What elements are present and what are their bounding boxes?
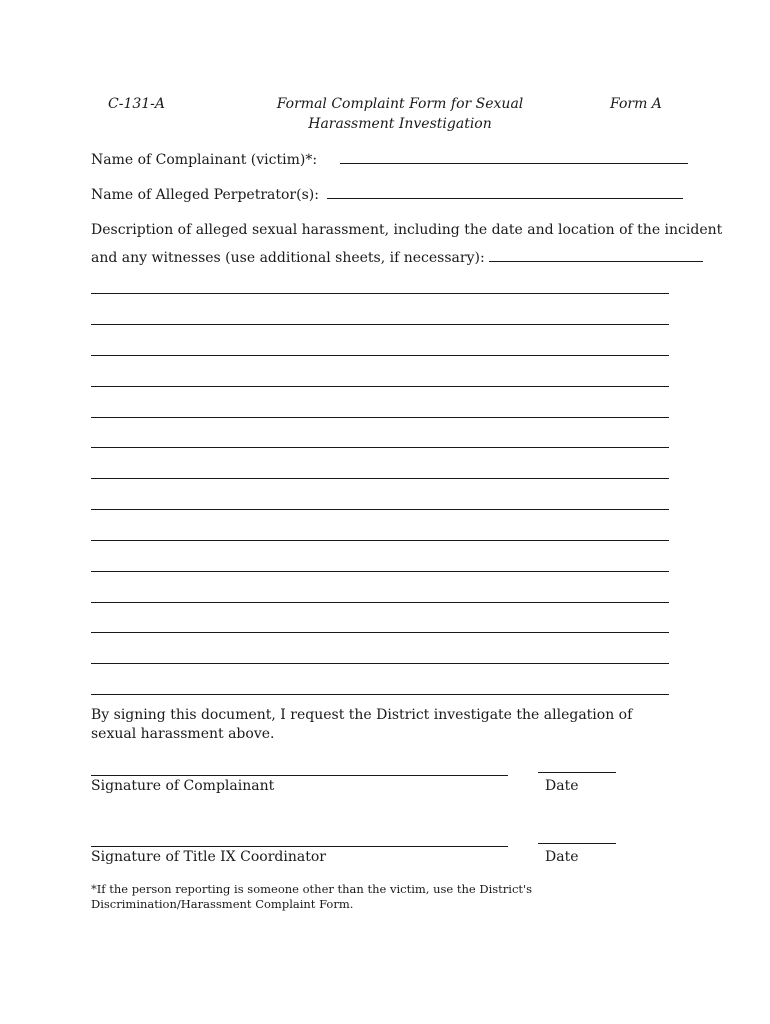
description-prompt-line-2-wrap [91, 248, 703, 268]
form-title-line-2: Harassment Investigation [308, 116, 492, 132]
form-title [250, 94, 550, 134]
description-line[interactable] [91, 355, 669, 356]
description-line[interactable] [91, 663, 669, 664]
coordinator-signature-label: Signature of Title IX Coordinator [91, 849, 326, 865]
description-line[interactable] [91, 417, 669, 418]
form-code: C-131-A [108, 96, 166, 112]
description-line[interactable] [91, 386, 669, 387]
complainant-date-line[interactable] [538, 772, 616, 773]
description-line[interactable] [91, 632, 669, 633]
description-line[interactable] [91, 602, 669, 603]
complainant-signature-label: Signature of Complainant [91, 778, 275, 794]
description-first-blank[interactable] [489, 249, 703, 262]
complainant-label: Name of Complainant (victim)*: [91, 152, 318, 168]
description-line[interactable] [91, 540, 669, 541]
description-line[interactable] [91, 694, 669, 695]
complainant-date-label: Date [545, 778, 579, 794]
description-line[interactable] [91, 571, 669, 572]
complainant-name-blank[interactable] [340, 151, 688, 164]
form-title-line-1: Formal Complaint Form for Sexual [276, 96, 524, 112]
perpetrator-label: Name of Alleged Perpetrator(s): [91, 187, 319, 203]
coordinator-date-label: Date [545, 849, 579, 865]
perpetrator-name-blank[interactable] [327, 186, 683, 199]
description-line[interactable] [91, 293, 669, 294]
coordinator-date-line[interactable] [538, 843, 616, 844]
description-line[interactable] [91, 478, 669, 479]
description-prompt-line-2: and any witnesses (use additional sheets, if necessary): [91, 250, 485, 266]
perpetrator-field [91, 185, 683, 205]
complainant-field [91, 150, 688, 170]
form-label: Form A [610, 96, 662, 112]
footnote: *If the person reporting is someone other than the victim, use the District's Discrimination/Harassment Complaint Form. [91, 882, 533, 911]
request-statement: By signing this document, I request the District investigate the allegation of sexual harassment above. [91, 707, 633, 742]
description-prompt-line-1: Description of alleged sexual harassment, including the date and location of the incident [91, 222, 723, 238]
description-line[interactable] [91, 324, 669, 325]
description-line[interactable] [91, 509, 669, 510]
description-line[interactable] [91, 447, 669, 448]
